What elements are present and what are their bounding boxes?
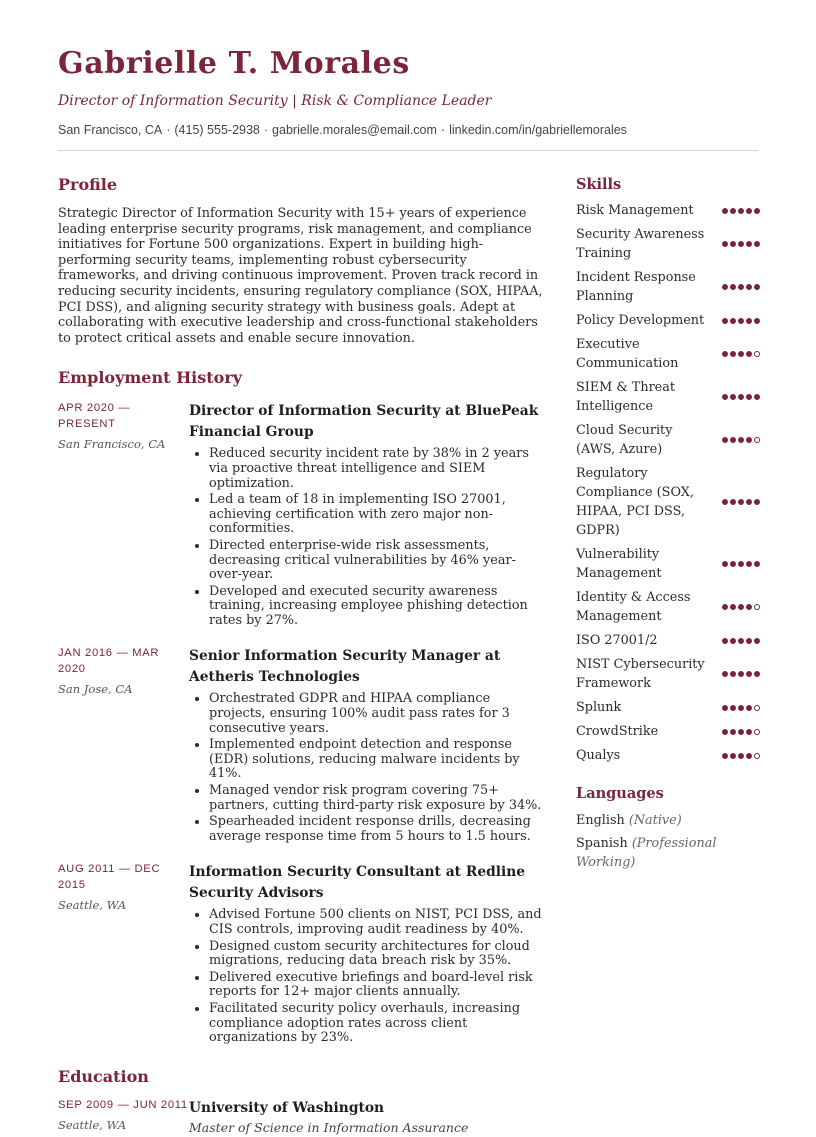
filled-dot-icon — [754, 394, 760, 400]
filled-dot-icon — [730, 705, 736, 711]
job-bullet: • Spearheaded incident response drills, decreasing average response time from 5 hours to 1.5 hours. — [209, 815, 545, 844]
skill-name: CrowdStrike — [576, 724, 659, 739]
filled-dot-icon — [722, 351, 728, 357]
skills-section — [576, 174, 760, 765]
skill-item — [576, 268, 760, 306]
job-bullet-list — [189, 908, 545, 1045]
language-list — [576, 811, 760, 872]
skill-name: ISO 27001/2 — [576, 633, 658, 648]
language-level: (Professional Working) — [576, 836, 717, 870]
job-bullet: • Directed enterprise-wide risk assessments, decreasing critical vulnerabilities by 46% year-over-year. — [209, 539, 545, 583]
skill-rating — [722, 284, 760, 290]
language-item — [576, 834, 760, 872]
filled-dot-icon — [746, 284, 752, 290]
filled-dot-icon — [746, 499, 752, 505]
job-body — [189, 401, 545, 630]
job-dates: AUG 2011 — DEC 2015 — [58, 863, 161, 891]
filled-dot-icon — [722, 284, 728, 290]
skills-heading: Skills — [576, 176, 622, 193]
job-location: San Francisco, CA — [58, 437, 166, 452]
skill-list — [576, 201, 760, 765]
filled-dot-icon — [722, 638, 728, 644]
contact-separator: · — [440, 123, 446, 137]
skill-item — [576, 545, 760, 583]
filled-dot-icon — [746, 394, 752, 400]
candidate-name: Gabrielle T. Morales — [58, 46, 410, 81]
filled-dot-icon — [730, 499, 736, 505]
languages-section — [576, 783, 760, 872]
education-list — [58, 1098, 548, 1137]
job-dates: APR 2020 — PRESENT — [58, 402, 131, 430]
skill-name: NIST Cybersecurity Framework — [576, 657, 705, 691]
job-title: Senior Information Security Manager at Aetheris Technologies — [189, 648, 501, 686]
skill-item — [576, 225, 760, 263]
skill-name: Qualys — [576, 748, 621, 763]
filled-dot-icon — [754, 284, 760, 290]
filled-dot-icon — [754, 638, 760, 644]
skill-rating — [722, 729, 760, 735]
job-bullet: • Implemented endpoint detection and response (EDR) solutions, reducing malware incidents by 41%. — [209, 738, 545, 782]
filled-dot-icon — [730, 394, 736, 400]
filled-dot-icon — [730, 284, 736, 290]
contact-email[interactable]: gabrielle.morales@email.com — [272, 123, 437, 137]
sidebar-column — [576, 174, 760, 872]
filled-dot-icon — [722, 318, 728, 324]
filled-dot-icon — [738, 638, 744, 644]
filled-dot-icon — [754, 208, 760, 214]
main-column — [58, 174, 548, 1137]
contact-phone[interactable]: (415) 555-2938 — [174, 123, 260, 137]
profile-heading: Profile — [58, 175, 118, 194]
skill-item — [576, 335, 760, 373]
skill-name: SIEM & Threat Intelligence — [576, 380, 676, 414]
language-level: (Native) — [628, 813, 682, 828]
filled-dot-icon — [722, 753, 728, 759]
skill-rating — [722, 499, 760, 505]
education-body — [189, 1098, 545, 1137]
skill-item — [576, 378, 760, 416]
filled-dot-icon — [730, 318, 736, 324]
filled-dot-icon — [738, 318, 744, 324]
filled-dot-icon — [754, 318, 760, 324]
language-item — [576, 811, 760, 830]
education-dates: SEP 2009 — JUN 2011 — [58, 1098, 188, 1111]
education-degree: Master of Science in Information Assurance — [189, 1119, 469, 1135]
education-location: Seattle, WA — [58, 1118, 127, 1133]
filled-dot-icon — [754, 671, 760, 677]
filled-dot-icon — [738, 499, 744, 505]
filled-dot-icon — [730, 561, 736, 567]
education-section — [58, 1066, 548, 1137]
filled-dot-icon — [722, 561, 728, 567]
filled-dot-icon — [730, 241, 736, 247]
filled-dot-icon — [722, 604, 728, 610]
skill-rating — [722, 705, 760, 711]
skill-rating — [722, 604, 760, 610]
filled-dot-icon — [722, 437, 728, 443]
profile-section — [58, 174, 548, 346]
languages-heading: Languages — [576, 785, 664, 802]
skill-rating — [722, 638, 760, 644]
filled-dot-icon — [722, 394, 728, 400]
skill-rating — [722, 753, 760, 759]
filled-dot-icon — [730, 437, 736, 443]
filled-dot-icon — [738, 284, 744, 290]
filled-dot-icon — [746, 729, 752, 735]
empty-dot-icon — [754, 729, 760, 735]
skill-rating — [722, 437, 760, 443]
filled-dot-icon — [746, 638, 752, 644]
job-dates: JAN 2016 — MAR 2020 — [58, 647, 160, 675]
contact-separator: · — [263, 123, 269, 137]
skill-name: Vulnerability Management — [576, 547, 662, 581]
filled-dot-icon — [754, 561, 760, 567]
job-meta — [58, 646, 189, 846]
employment-section — [58, 367, 548, 1047]
skill-name: Splunk — [576, 700, 622, 715]
filled-dot-icon — [738, 705, 744, 711]
filled-dot-icon — [738, 437, 744, 443]
filled-dot-icon — [738, 208, 744, 214]
filled-dot-icon — [738, 604, 744, 610]
filled-dot-icon — [722, 729, 728, 735]
filled-dot-icon — [746, 604, 752, 610]
filled-dot-icon — [730, 729, 736, 735]
job-title: Information Security Consultant at Redline Security Advisors — [189, 864, 526, 902]
job-bullet: • Advised Fortune 500 clients on NIST, PCI DSS, and CIS controls, improving audit readiness by 40%. — [209, 908, 545, 937]
skill-name: Executive Communication — [576, 337, 679, 371]
filled-dot-icon — [730, 753, 736, 759]
job-entry — [58, 862, 548, 1047]
filled-dot-icon — [738, 394, 744, 400]
skill-rating — [722, 208, 760, 214]
header-divider — [58, 150, 758, 151]
skill-name: Regulatory Compliance (SOX, HIPAA, PCI DSS, GDPR) — [576, 466, 694, 538]
filled-dot-icon — [746, 705, 752, 711]
filled-dot-icon — [730, 604, 736, 610]
filled-dot-icon — [738, 561, 744, 567]
contact-line — [58, 122, 758, 138]
job-bullet-list — [189, 447, 545, 628]
education-school: University of Washington — [189, 1099, 385, 1116]
filled-dot-icon — [746, 561, 752, 567]
contact-separator: · — [166, 123, 171, 137]
job-bullet: • Facilitated security policy overhauls, increasing compliance adoption rates across client organizations by 23%. — [209, 1002, 545, 1046]
filled-dot-icon — [730, 208, 736, 214]
filled-dot-icon — [722, 499, 728, 505]
skill-name: Risk Management — [576, 203, 694, 218]
skill-item — [576, 311, 760, 330]
skill-item — [576, 698, 760, 717]
contact-location: San Francisco, CA — [58, 123, 163, 137]
job-bullet: • Developed and executed security awareness training, increasing employee phishing detection rates by 27%. — [209, 585, 545, 629]
skill-rating — [722, 351, 760, 357]
skill-name: Identity & Access Management — [576, 590, 691, 624]
skill-rating — [722, 318, 760, 324]
filled-dot-icon — [730, 671, 736, 677]
skill-name: Incident Response Planning — [576, 270, 696, 304]
skill-item — [576, 201, 760, 220]
skill-name: Policy Development — [576, 313, 705, 328]
filled-dot-icon — [722, 241, 728, 247]
filled-dot-icon — [746, 318, 752, 324]
filled-dot-icon — [738, 351, 744, 357]
job-list — [58, 401, 548, 1047]
filled-dot-icon — [754, 241, 760, 247]
education-heading: Education — [58, 1066, 149, 1086]
filled-dot-icon — [730, 351, 736, 357]
job-meta — [58, 862, 189, 1047]
filled-dot-icon — [722, 208, 728, 214]
skill-name: Security Awareness Training — [576, 227, 705, 261]
skill-item — [576, 746, 760, 765]
filled-dot-icon — [746, 241, 752, 247]
skill-rating — [722, 394, 760, 400]
job-location: Seattle, WA — [58, 898, 127, 913]
job-location: San Jose, CA — [58, 682, 133, 697]
empty-dot-icon — [754, 705, 760, 711]
filled-dot-icon — [738, 241, 744, 247]
employment-heading: Employment History — [58, 368, 243, 388]
job-bullet: • Orchestrated GDPR and HIPAA compliance projects, ensuring 100% audit pass rates for 3 consecutive years. — [209, 692, 545, 736]
filled-dot-icon — [738, 671, 744, 677]
filled-dot-icon — [754, 499, 760, 505]
empty-dot-icon — [754, 604, 760, 610]
filled-dot-icon — [722, 671, 728, 677]
empty-dot-icon — [754, 351, 760, 357]
job-bullet: • Led a team of 18 in implementing ISO 27001, achieving certification with zero major non-conformities. — [209, 493, 545, 537]
skill-name: Cloud Security (AWS, Azure) — [576, 423, 673, 457]
job-bullet: • Delivered executive briefings and board-level risk reports for 12+ major clients annually. — [209, 971, 545, 1000]
filled-dot-icon — [738, 753, 744, 759]
empty-dot-icon — [754, 753, 760, 759]
skill-item — [576, 631, 760, 650]
job-meta — [58, 401, 189, 630]
filled-dot-icon — [746, 208, 752, 214]
education-meta — [58, 1098, 189, 1137]
job-bullet: • Reduced security incident rate by 38% in 2 years via proactive threat intelligence and SIEM optimization. — [209, 447, 545, 491]
filled-dot-icon — [730, 638, 736, 644]
profile-summary: Strategic Director of Information Security with 15+ years of experience leading enterprise security programs, risk management, and compliance initiatives for Fortune 500 organizations. Expert in building high-performing security teams, implementing robust cybersecurity frameworks, and driving continuous improvement. Proven track record in reducing security incidents, ensuring regulatory compliance (SOX, HIPAA, PCI DSS), and aligning security strategy with business goals. Adept at collaborating with executive leadership and cross-functional stakeholders to protect critical assets and enable secure innovation. — [58, 206, 543, 346]
skill-item — [576, 588, 760, 626]
job-title: Director of Information Security at BluePeak Financial Group — [189, 403, 539, 441]
filled-dot-icon — [746, 351, 752, 357]
filled-dot-icon — [746, 753, 752, 759]
education-entry — [58, 1098, 548, 1137]
skill-item — [576, 655, 760, 693]
language-name: English — [576, 813, 625, 828]
empty-dot-icon — [754, 437, 760, 443]
filled-dot-icon — [738, 729, 744, 735]
filled-dot-icon — [746, 671, 752, 677]
filled-dot-icon — [746, 437, 752, 443]
job-body — [189, 862, 545, 1047]
skill-rating — [722, 561, 760, 567]
candidate-headline: Director of Information Security | Risk & Compliance Leader — [58, 93, 492, 109]
resume-header — [58, 44, 758, 138]
job-entry — [58, 646, 548, 846]
job-bullet: • Designed custom security architectures for cloud migrations, reducing data breach risk by 35%. — [209, 940, 545, 969]
job-entry — [58, 401, 548, 630]
language-name: Spanish — [576, 836, 628, 851]
job-body — [189, 646, 545, 846]
skill-item — [576, 421, 760, 459]
filled-dot-icon — [722, 705, 728, 711]
skill-rating — [722, 671, 760, 677]
skill-rating — [722, 241, 760, 247]
contact-linkedin[interactable]: linkedin.com/in/gabriellemorales — [449, 123, 627, 137]
skill-item — [576, 722, 760, 741]
job-bullet: • Managed vendor risk program covering 75+ partners, cutting third-party risk exposure by 34%. — [209, 784, 545, 813]
job-bullet-list — [189, 692, 545, 844]
skill-item — [576, 464, 760, 540]
